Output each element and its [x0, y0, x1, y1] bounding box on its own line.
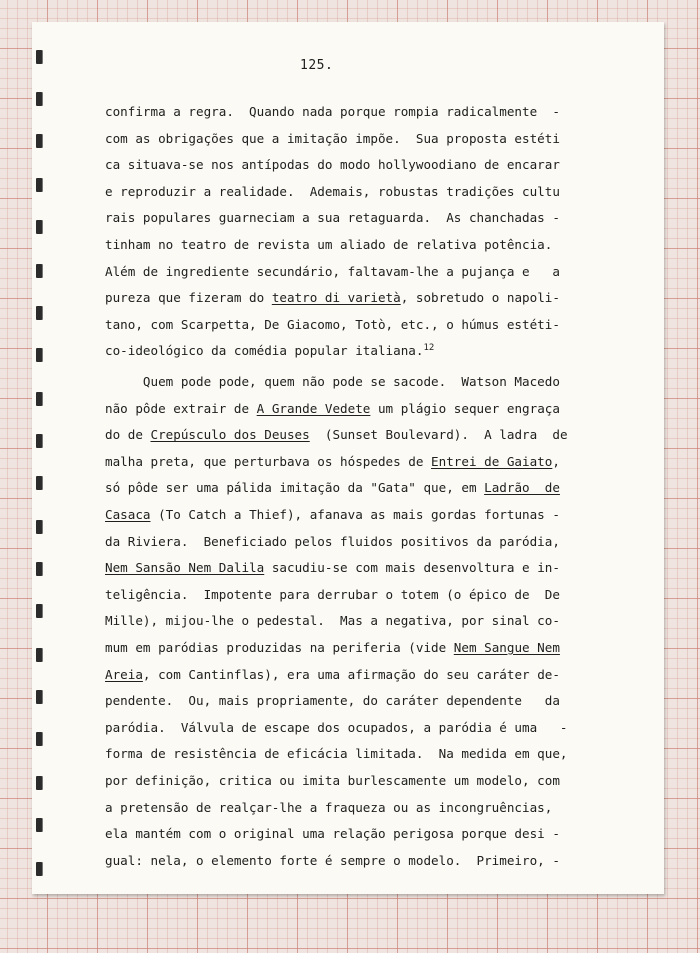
text-run: Além de ingrediente secundário, faltavam-lhe a pujança e a — [105, 263, 560, 279]
underlined-title: A Grande Vedete — [256, 400, 371, 416]
underlined-title: Entrei de Gaiato — [431, 453, 553, 469]
underlined-title: Nem Sangue Nem — [453, 640, 560, 655]
text-line — [105, 611, 583, 631]
text-run: gual: nela, o elemento forte é sempre o modelo. Primeiro, - — [105, 852, 560, 868]
underlined-title: Casaca — [105, 507, 151, 522]
text-line — [105, 208, 583, 228]
text-run: (To Catch a Thief), afanava as mais gordas fortunas - — [150, 507, 560, 522]
underlined-title: Nem Sansão Nem Dalila — [105, 560, 265, 576]
text-line — [105, 288, 583, 308]
text-line — [105, 478, 583, 498]
text-run: teligência. Impotente para derrubar o totem (o épico de De — [105, 586, 560, 602]
text-run: ela mantém com o original uma relação perigosa porque desi - — [105, 826, 560, 842]
text-line — [105, 798, 583, 818]
text-run: pureza que fizeram do — [105, 290, 272, 306]
text-line — [105, 558, 583, 578]
text-run: por definição, critica ou imita burlescamente um modelo, com — [105, 773, 560, 788]
text-line — [105, 155, 583, 175]
text-run: só pôde ser uma pálida imitação da "Gata" que, em — [105, 480, 485, 496]
text-run: Mille), mijou-lhe o pedestal. Mas a negativa, por sinal co- — [105, 613, 560, 629]
text-line — [105, 262, 583, 282]
text-line — [105, 532, 583, 552]
text-line — [105, 744, 583, 764]
text-line — [105, 718, 583, 738]
text-run: e reproduzir a realidade. Ademais, robustas tradições cultu — [105, 183, 560, 199]
underlined-title: Areia — [105, 666, 143, 682]
text-line — [105, 585, 583, 605]
text-line — [105, 771, 583, 791]
text-line — [105, 399, 583, 419]
underlined-title: teatro di varietà — [271, 290, 401, 306]
text-run: malha preta, que perturbava os hóspedes de — [105, 453, 432, 469]
text-run: confirma a regra. Quando nada porque rompia radicalmente - — [105, 104, 560, 119]
text-line — [105, 851, 583, 871]
text-line — [105, 372, 583, 392]
text-run: , sobretudo o napoli- — [400, 290, 560, 306]
body-text — [32, 22, 664, 894]
footnote-marker: 12 — [423, 343, 435, 354]
text-run: do de — [105, 427, 151, 443]
underlined-title: Crepúsculo dos Deuses — [150, 427, 310, 443]
text-run: pendente. Ou, mais propriamente, do caráter dependente da — [105, 693, 560, 709]
text-run: co-ideológico da comédia popular italiana. — [105, 343, 424, 359]
text-line — [105, 182, 583, 202]
text-run: sacudiu-se com mais desenvoltura e in- — [264, 560, 560, 576]
text-run: com as obrigações que a imitação impõe. Sua proposta estéti — [105, 130, 560, 146]
text-run: ca situava-se nos antípodas do modo hollywoodiano de encarar — [105, 157, 560, 173]
text-run: , — [552, 453, 560, 469]
text-line — [105, 235, 583, 255]
text-run: tinham no teatro de revista um aliado de relativa potência. — [105, 237, 553, 252]
text-line — [105, 425, 583, 445]
text-line — [105, 129, 583, 149]
text-line — [105, 102, 583, 122]
text-line — [105, 638, 583, 658]
text-line — [105, 452, 583, 472]
text-run: tano, com Scarpetta, De Giacomo, Totò, etc., o húmus estéti- — [105, 316, 560, 332]
text-line — [105, 824, 583, 844]
text-run: , com Cantinflas), era uma afirmação do seu caráter de- — [142, 666, 560, 682]
text-run: da Riviera. Beneficiado pelos fluidos positivos da paródia, — [105, 533, 560, 549]
text-run: mum em paródias produzidas na periferia (vide — [105, 640, 454, 655]
text-run: não pôde extrair de — [105, 400, 257, 416]
document-page — [32, 22, 664, 894]
text-run: um plágio sequer engraça — [370, 400, 560, 416]
text-line — [105, 341, 583, 361]
text-run: rais populares guarneciam a sua retaguarda. As chanchadas - — [105, 210, 560, 226]
text-line — [105, 315, 583, 335]
page-number: 125. — [300, 58, 334, 73]
text-run: a pretensão de realçar-lhe a fraqueza ou as incongruências, — [105, 799, 553, 815]
text-line — [105, 505, 583, 525]
text-run: (Sunset Boulevard). A ladra de — [309, 427, 568, 443]
underlined-title: Ladrão de — [484, 480, 560, 496]
text-run: paródia. Válvula de escape dos ocupados, a paródia é uma - — [105, 719, 568, 735]
text-line — [105, 691, 583, 711]
text-run: Quem pode pode, quem não pode se sacode. Watson Macedo — [105, 374, 560, 389]
text-line — [105, 665, 583, 685]
text-run: forma de resistência de eficácia limitada. Na medida em que, — [105, 746, 568, 762]
